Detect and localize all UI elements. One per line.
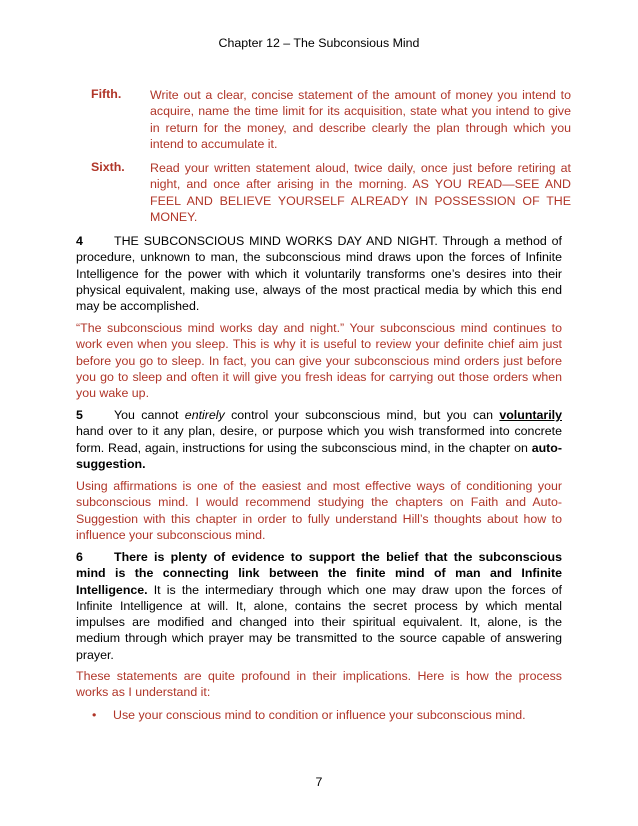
section-number: 6: [76, 550, 83, 564]
comment-5-paragraph: Using affirmations is one of the easiest and most effective ways of conditioning your subconscious mind. I would recommend studying the chapters on Faith and Auto-Suggestion with this chapter in order to fully understand Hill’s thoughts about how to influence your subconscious mind.: [76, 479, 562, 542]
bullet-item: [92, 707, 562, 723]
section-5-paragraph: [76, 407, 562, 472]
bold-text: There is plenty of evidence to support the belief that the subconscious mind is the connecting link between the finite mind of man and Infinite Intelligence.: [76, 550, 562, 597]
comment-6-paragraph: These statements are quite profound in their implications. Here is how the process works as I understand it:: [76, 669, 562, 700]
section-text: You cannot: [114, 408, 185, 422]
underlined-text: voluntarily: [499, 408, 562, 422]
step-label: Sixth.: [91, 160, 125, 174]
section-4-paragraph: [76, 233, 562, 314]
emphasis-text: entirely: [184, 408, 225, 422]
step-label: Fifth.: [91, 87, 122, 101]
section-text: THE SUBCONSCIOUS MIND WORKS DAY AND NIGHT. Through a method of procedure, unknown to man, the subconscious mind draws upon the forces of Infinite Intelligence for the power with which it voluntarily transforms one’s desires into their physical equivalent, making use, always of the most practical media by which this end may be accomplished.: [76, 234, 562, 314]
step-sixth: [91, 160, 571, 225]
section-text: hand over to it any plan, desire, or purpose which you wish transformed into concrete form. Read, again, instructions for using the subconscious mind, in the chapter on: [76, 424, 562, 455]
section-6-paragraph: [76, 549, 562, 663]
section-number: 4: [76, 234, 83, 248]
bold-text: auto-suggestion.: [76, 440, 562, 471]
page-header: Chapter 12 – The Subconsious Mind: [218, 36, 420, 50]
page-number: 7: [315, 775, 323, 789]
section-text: control your subconscious mind, but you can: [224, 408, 500, 422]
comment-4-paragraph: “The subconscious mind works day and night.” Your subconscious mind continues to work even when you sleep. This is why it is useful to review your definite chief aim just before you go to sleep. In fact, you can give your subconscious mind orders just before you go to sleep and often it will give you fresh ideas for carrying out those orders when you wake up.: [76, 321, 562, 401]
step-text: Write out a clear, concise statement of the amount of money you intend to acquire, name the time limit for its acquisition, state what you intend to give in return for the money, and describe clearly the plan through which you intend to accumulate it.: [150, 88, 571, 151]
section-number: 5: [76, 408, 83, 422]
section-text: It is the intermediary through which one may draw upon the forces of Infinite Intelligence at will. It, alone, contains the secret process by which mental impulses are modified and changed into their spiritual equivalent. It, alone, is the medium through which prayer may be transmitted to the source capable of answering prayer.: [76, 582, 562, 662]
step-text: Read your written statement aloud, twice daily, once just before retiring at night, and once after arising in the morning. AS YOU READ—SEE AND FEEL AND BELIEVE YOURSELF ALREADY IN POSSESSION OF THE MONEY.: [150, 161, 571, 224]
bullet-icon: •: [92, 708, 97, 722]
step-fifth: [91, 87, 571, 152]
bullet-text: Use your conscious mind to condition or influence your subconscious mind.: [113, 708, 526, 722]
